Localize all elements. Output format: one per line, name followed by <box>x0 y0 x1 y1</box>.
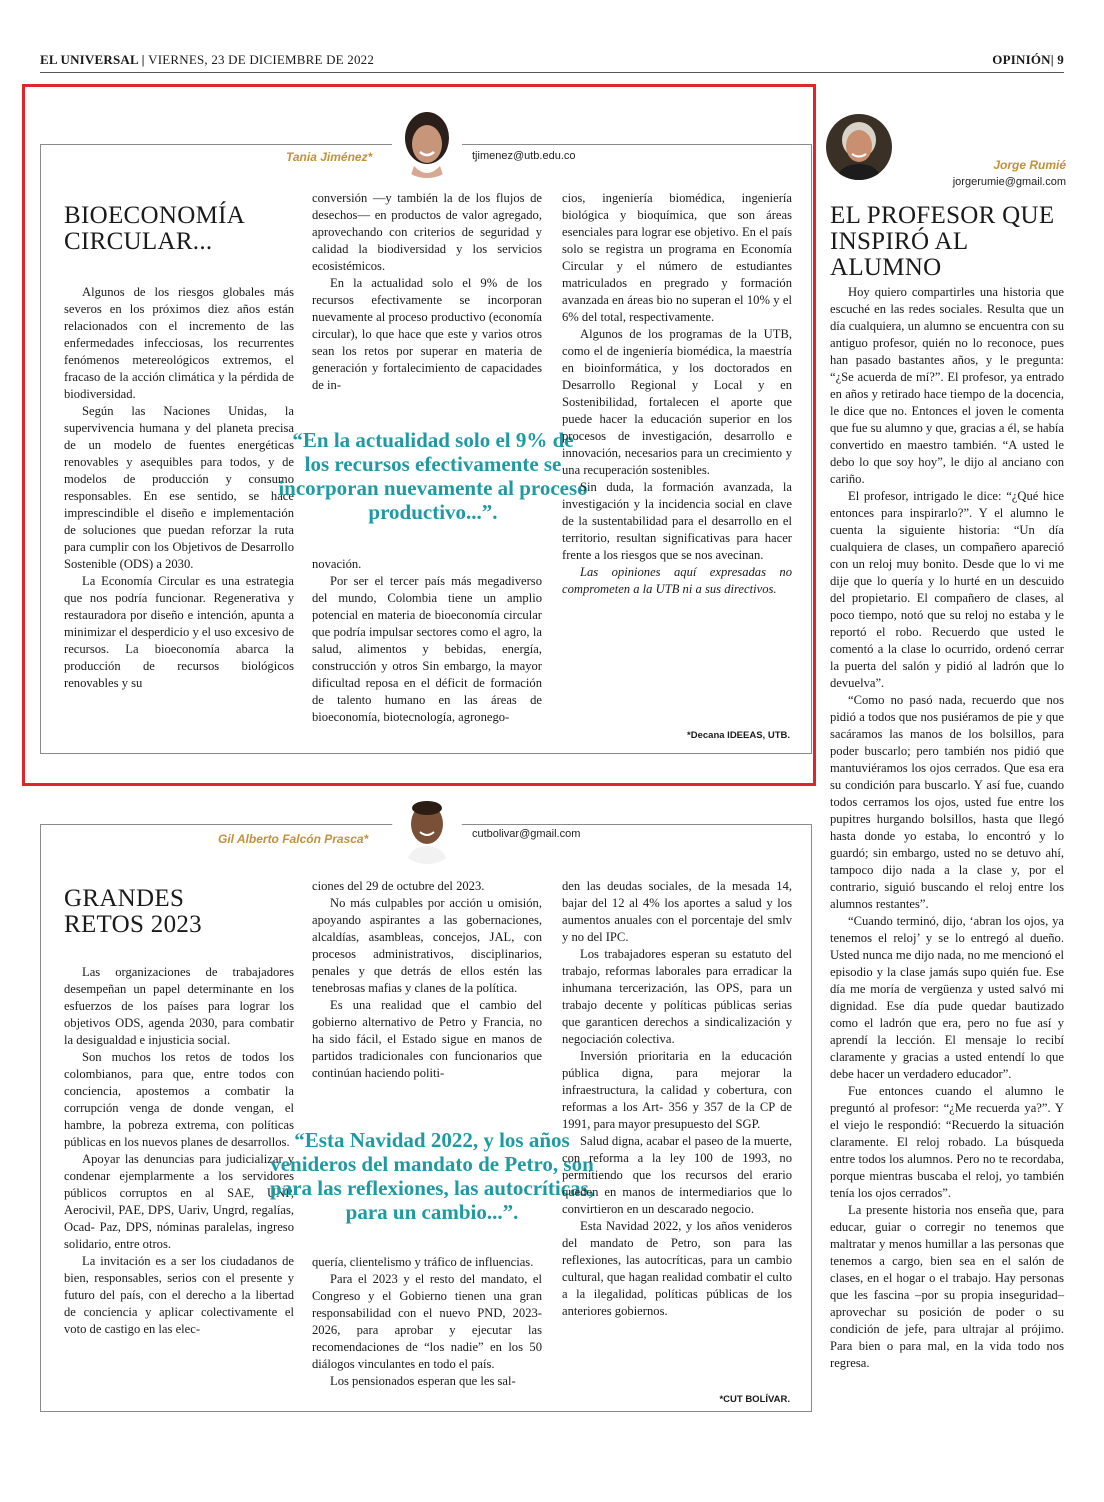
paragraph: Sin duda, la formación avanzada, la investigación y la incidencia social en clave de la sustentabilidad para el desarrollo en el territorio, resultan significativas para hacer frente a los riesgos que se nos avecinan. <box>562 480 792 562</box>
pull-quote: “En la actualidad solo el 9% de los recursos efectivamente se incorporan nuevamente al proceso productivo...”. <box>278 428 588 524</box>
author-photo-gil <box>392 794 462 864</box>
author-name: Tania Jiménez* <box>286 150 373 164</box>
paragraph: Fue entonces cuando el alumno le preguntó al profesor: “¿Me recuerda ya?”. Y el viejo le respondió: “Recuerdo la situación claramente. El reloj robado. La búsqueda entre todos los alumnos. Pero no te recordaba, porque mientras buscaba el reloj, yo también tenía los ojos cerrados”. <box>830 1084 1064 1200</box>
paragraph: Las organizaciones de trabajadores desempeñan un papel determinante en los esfuerzos de los países para lograr los objetivos ODS, agenda 2030, para combatir la desigualdad e injusticia social. <box>64 965 294 1047</box>
disclaimer: Las opiniones aquí expresadas no comprometen a la UTB ni a sus directivos. <box>562 565 792 596</box>
author-photo-jorge <box>826 114 892 180</box>
paragraph: Son muchos los retos de todos los colombianos, para que, entre todos con conciencia, apostemos a combatir la corrupción venga de donde vengan, el hambre, la pobreza extrema, con políticas públicas en los nuevos planes de desarrollos. <box>64 1050 294 1149</box>
paragraph: Algunos de los programas de la UTB, como el de ingeniería biomédica, la maestría en bioinformática, y los doctorados en Desarrollo Regional y Local y en Sostenibilidad, fortalecen el aporte que puede hacer la educación superior en los procesos de investigación, desarrollo e innovación, necesarios para un crecimiento y una recuperación sostenibles. <box>562 327 792 477</box>
author-name: Jorge Rumié <box>993 158 1066 172</box>
author-signature: *Decana IDEEAS, UTB. <box>687 730 790 741</box>
paragraph: conversión —y también la de los flujos de desechos— en productos de valor agregado, aprovechando con criterios de seguridad y calidad la biodiversidad y los servicios ecosistémicos. <box>312 191 542 273</box>
article2-column2-top <box>312 878 542 1082</box>
article2-column2-bottom <box>312 1254 542 1390</box>
article1-column2-bottom <box>312 556 542 726</box>
paragraph: El profesor, intrigado le dice: “¿Qué hice entonces para inspirarlo?”. Y el alumno le cuenta la siguiente historia: “Un día cualquiera de clases, un compañero apareció con un reloj muy bonito. Desde que lo vi me dije que lo quería y lo hurté en un descuido del propietario. El compañero de clases, al poco tiempo, notó que su reloj no estaba y le reportó el robo. Recuerdo que usted le comentó a la clase lo ocurrido, ordenó cerrar la puerta del salón y pidió al ladrón que lo devuelva”. <box>830 489 1064 690</box>
paragraph: Algunos de los riesgos globales más severos en los próximos diez años están relacionados con el incremento de las enfermedades infecciosas, los recurrentes fenómenos metereológicos extremos, el fracaso de la acción climática y la pérdida de biodiversidad. <box>64 285 294 401</box>
masthead <box>40 52 374 68</box>
headline: EL PROFESOR QUE INSPIRÓ AL ALUMNO <box>830 202 1055 281</box>
article1-column3 <box>562 190 792 598</box>
paragraph: ciones del 29 de octubre del 2023. <box>312 879 485 893</box>
paragraph: En la actualidad solo el 9% de los recursos efectivamente se incorporan nuevamente al proceso productivo (economía circular), lo que hace que este y varios otros sean los retos por superar en materia de generación y fortalecimiento de capacidades de in- <box>312 276 542 392</box>
author-email[interactable]: cutbolivar@gmail.com <box>472 828 581 840</box>
header-separator: | <box>141 52 145 67</box>
paragraph: Según las Naciones Unidas, la supervivencia humana y del planeta precisa de un modelo de fuentes energéticas renovables y asequibles para todos, y de modelos de producción y consumo responsables. En ese sentido, se hace imprescindible el diseño e implementación de soluciones que puedan reforzar la ruta para cumplir con los Objetivos de Desarrollo Sostenible (ODS) a 2030. <box>64 404 294 571</box>
headline: BIOECONOMÍA CIRCULAR... <box>64 202 244 255</box>
article1-column1 <box>64 284 294 692</box>
header-rule <box>40 72 1064 73</box>
paragraph: La Economía Circular es una estrategia que nos podría funcionar. Regenerativa y restauradora por diseño e intención, apunta a minimizar el desperdicio y el uso excesivo de recursos. La bioeconomía abarca la producción de recursos biológicos renovables y su <box>64 574 294 690</box>
paragraph: Los trabajadores esperan su estatuto del trabajo, reformas laborales para erradicar la inhumana tercerización, las OPS, para un trabajo decente y políticas públicas serias que garanticen derechos a sindicalización y negociación colectiva. <box>562 947 792 1046</box>
paper-name: EL UNIVERSAL <box>40 52 139 67</box>
paragraph: Apoyar las denuncias para judicializar y condenar ejemplarmente a los servidores públicos corruptos en al SAE, UNP, Aerocivil, PAE, DPS, Uariv, Ungrd, regalías, Ocad- Paz, DPS, nóminas paralelas, ingreso solidario, entre otros. <box>64 1152 294 1251</box>
pull-quote: “Esta Navidad 2022, y los años venideros del mandato de Petro, son para las reflexiones, las autocríticas, para un cambio...”. <box>270 1128 594 1224</box>
article2-column3 <box>562 878 792 1320</box>
author-photo-tania <box>392 108 462 178</box>
article2-column1 <box>64 964 294 1338</box>
section-separator: | <box>1050 52 1054 67</box>
paragraph: Esta Navidad 2022, y los años venideros del mandato de Petro, son para las reflexiones, las autocríticas, para un cambio cultural, que hagan realidad combatir el culto a la ilegalidad, políticas públicas de los anteriores gobiernos. <box>562 1219 792 1318</box>
paragraph: Los pensionados esperan que les sal- <box>330 1374 516 1388</box>
paragraph: Para el 2023 y el resto del mandato, el Congreso y el Gobierno tienen una gran responsabilidad con el nuevo PND, 2023-2026, para aprobar y ejecutar las recomendaciones de “los nadie” en los 50 diálogos vinculantes en todo el país. <box>312 1272 542 1371</box>
paragraph: den las deudas sociales, de la mesada 14, bajar del 12 al 4% los aportes a salud y los aumentos anuales con el porcentaje del smlv y no del IPC. <box>562 879 792 944</box>
issue-date: VIERNES, 23 DE DICIEMBRE DE 2022 <box>148 52 375 67</box>
paragraph: Salud digna, acabar el paseo de la muerte, con reforma a la ley 100 de 1993, no permitiendo que los recursos del erario queden en manos de intermediarios que lo convirtieron en un descarado negocio. <box>562 1134 792 1216</box>
section-name: OPINIÓN <box>992 52 1051 67</box>
paragraph: La presente historia nos enseña que, para educar, guiar o corregir no tenemos que maltratar y menos humillar a las personas que tenemos a cargo, bien sea en el salón de clases, en el hogar o el trabajo. Hay personas que les fascina –por su propia inseguridad– aprovechar su posición de poder o su condición de jefe, para ultrajar al prójimo. Para bien o para mal, en la vida todo nos regresa. <box>830 1203 1064 1370</box>
paragraph: No más culpables por acción u omisión, apoyando aspirantes a las gobernaciones, alcaldías, asambleas, concejos, JAL, con procesos administrativos, disciplinarios, penales y que detrás de ellos estén las tenebrosas mafias y clanes de la política. <box>312 896 542 995</box>
paragraph: Por ser el tercer país más megadiverso del mundo, Colombia tiene un amplio potencial en materia de bioeconomía circular que podría impulsar sectores como el agro, la salud, alimentos y bebidas, energía, construcción y otros Sin embargo, la mayor dificultad reposa en el déficit de formación de talento humano en las áreas de bioeconomía, biotecnología, agronego- <box>312 574 542 724</box>
author-name: Gil Alberto Falcón Prasca* <box>218 832 369 846</box>
author-email[interactable]: jorgerumie@gmail.com <box>952 176 1066 188</box>
article3-column <box>830 284 1064 1372</box>
author-signature: *CUT BOLÍVAR. <box>719 1394 790 1405</box>
paragraph: “Cuando terminó, dijo, ‘abran los ojos, ya tenemos el reloj’ y se lo entregó al dueño. Usted nunca me dijo nada, no me mencionó el episodio y la clase jamás supo quién fue. Ese día me moría de vergüenza y usted salvó mi dignidad. Ese día pude quedar bautizado como el ladrón que era, pero no fue así y aprendí la lección. El mensaje lo recibí claramente y gracias a usted entendí lo que debe hacer un verdadero educador”. <box>830 914 1064 1081</box>
paragraph: “Como no pasó nada, recuerdo que nos pidió a todos que nos pusiéramos de pie y que sacáramos las manos de los bolsillos, para poder buscarlo; pero también nos pidió que mantuviéramos los ojos cerrados. Que esa era su condición para buscarlo. Y así fue, cuando todos cerramos los ojos, usted fue entre los pupitres hurgando bolsillos, hasta que llegó hasta donde yo estaba, lo encontró y lo guardó; sin embargo, usted no se detuvo ahí, tampoco dijo nada a la clase y, por el contrario, siguió buscando el reloj entre los alumnos restantes”. <box>830 693 1064 911</box>
paragraph: La invitación es a ser los ciudadanos de bien, responsables, serios con el presente y futuro del país, con el derecho a la libertad de conciencia y aplicar colectivamente el voto de castigo en las elec- <box>64 1254 294 1336</box>
paragraph: novación. <box>312 557 362 571</box>
author-email[interactable]: tjimenez@utb.edu.co <box>472 150 576 162</box>
paragraph: cios, ingeniería biomédica, ingeniería biológica y bioquímica, que son áreas esenciales para lograr ese objetivo. En el país solo se registra un programa en Economía Circular y el número de estudiantes matriculados en pregrado y formación avanzada en áreas bio no superan el 10% y el 6% del total, respectivamente. <box>562 191 792 324</box>
paragraph: Es una realidad que el cambio del gobierno alternativo de Petro y Francia, no ha sido fácil, el Estado sigue en manos de partidos tradicionales con funcionarios que continúan haciendo politi- <box>312 998 542 1080</box>
article1-column2-top <box>312 190 542 394</box>
headline: GRANDES RETOS 2023 <box>64 885 202 938</box>
section-label <box>992 52 1064 68</box>
paragraph: quería, clientelismo y tráfico de influencias. <box>312 1255 534 1269</box>
paragraph: Hoy quiero compartirles una historia que escuché en las redes sociales. Resulta que un día cualquiera, un alumno se encuentra con su antiguo profesor, quién no lo reconoce, pues han pasado bastantes años, y le pregunta: “¿Se acuerda de mí?”. El profesor, ya entrado en años y retirado hace tiempo de la docencia, le dice que no. Entonces el joven le comenta que fue su alumno y que, gracias a él, se había convertido en maestro también. “A usted le debo lo que soy hoy”, le dijo al anciano con cariño. <box>830 285 1064 486</box>
paragraph: Inversión prioritaria en la educación pública digna, para mejorar la infraestructura, la calidad y cobertura, con reformas a los Art- 356 y 357 de la CP de 1991, para mayor presupuesto del SGP. <box>562 1049 792 1131</box>
page-number: 9 <box>1057 52 1064 67</box>
